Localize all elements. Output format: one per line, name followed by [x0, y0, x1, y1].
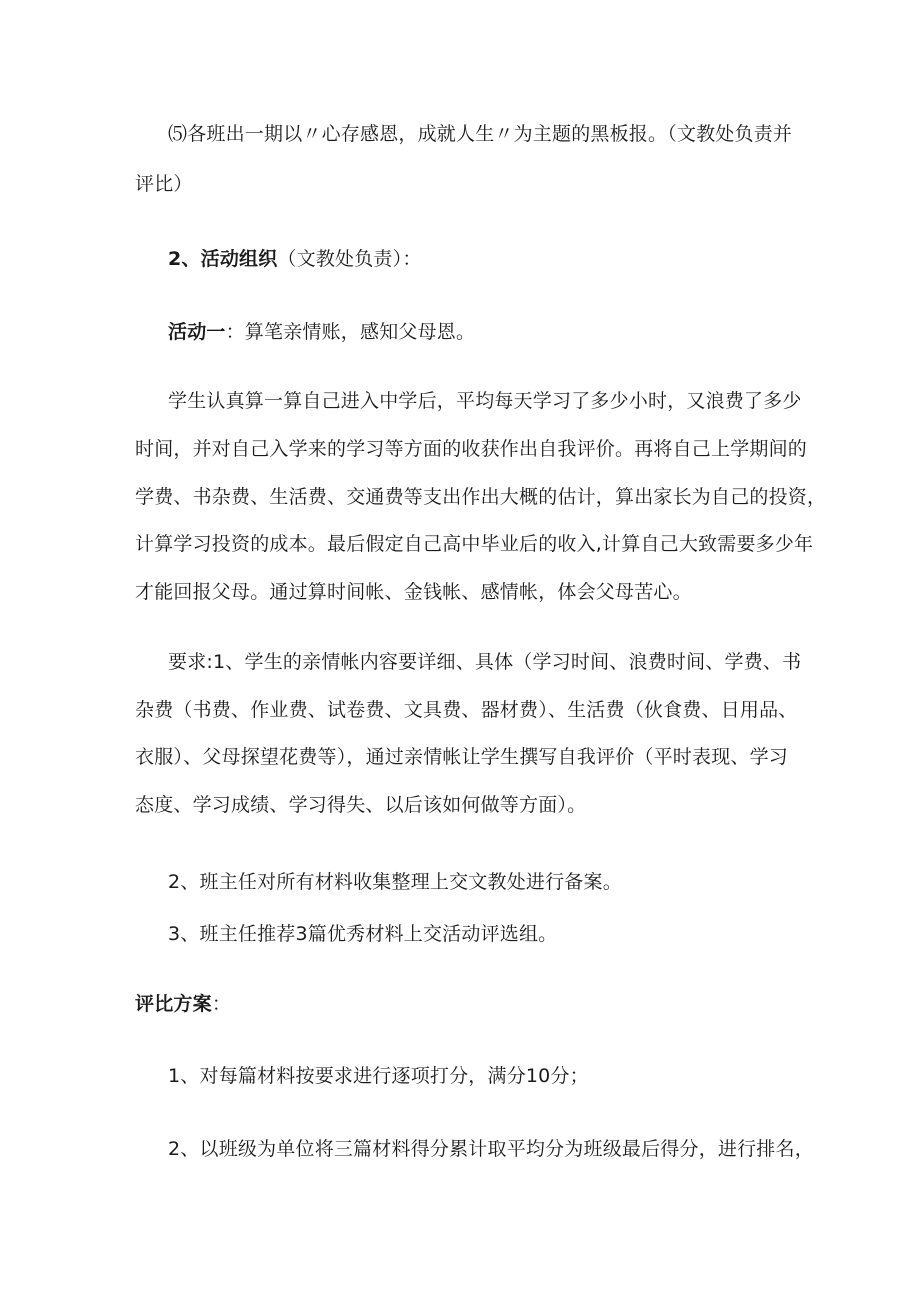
evaluation-heading-colon: ：	[211, 993, 232, 1015]
description-line-1: 学生认真算一算自己进入中学后，平均每天学习了多少小时，又浪费了多少	[168, 390, 802, 412]
item5-line2: 评比）	[135, 173, 193, 195]
requirements-item-2: 2、班主任对所有材料收集整理上交文教处进行备案。	[168, 871, 622, 893]
requirements-line-3: 衣服）、父母探望花费等），通过亲情帐让学生撰写自我评价（平时表现、学习	[135, 746, 789, 768]
description-line-4: 计算学习投资的成本。最后假定自己高中毕业后的收入,计算自己大致需要多少年	[135, 533, 814, 555]
requirements-line-4: 态度、学习成绩、学习得失、以后该如何做等方面）。	[135, 794, 587, 816]
evaluation-heading	[135, 995, 231, 1014]
evaluation-item-1: 1、对每篇材料按要求进行逐项打分，满分10分；	[168, 1065, 589, 1087]
evaluation-heading-label: 评比方案	[135, 993, 212, 1015]
section2-heading-label: 2、活动组织	[168, 248, 278, 270]
description-line-3: 学费、书杂费、生活费、交通费等支出作出大概的估计，算出家长为自己的投资，	[135, 486, 827, 508]
description-line-2: 时间，并对自己入学来的学习等方面的收获作出自我评价。再将自己上学期间的	[135, 438, 808, 460]
activity1-label: 活动一	[168, 321, 226, 343]
evaluation-item-2: 2、以班级为单位将三篇材料得分累计取平均分为班级最后得分，进行排名，	[168, 1138, 814, 1160]
requirements-line-1: 要求:1、学生的亲情帐内容要详细、具体（学习时间、浪费时间、学费、书	[168, 651, 802, 673]
description-line-5: 才能回报父母。通过算时间帐、金钱帐、感情帐，体会父母苦心。	[135, 581, 692, 603]
item5-line1: ⑸各班出一期以〃心存感恩，成就人生〃为主题的黑板报。（文教处负责并	[168, 123, 793, 145]
section2-heading-note: （文教处负责）：	[277, 248, 422, 270]
activity1-title: ：算笔亲情账，感知父母恩。	[225, 321, 476, 343]
activity1-heading	[168, 323, 475, 342]
requirements-line-2: 杂费（书费、作业费、试卷费、文具费、器材费）、生活费（伙食费、日用品、	[135, 699, 798, 721]
requirements-item-3: 3、班主任推荐3篇优秀材料上交活动评选组。	[168, 923, 558, 945]
section2-heading	[168, 250, 422, 269]
